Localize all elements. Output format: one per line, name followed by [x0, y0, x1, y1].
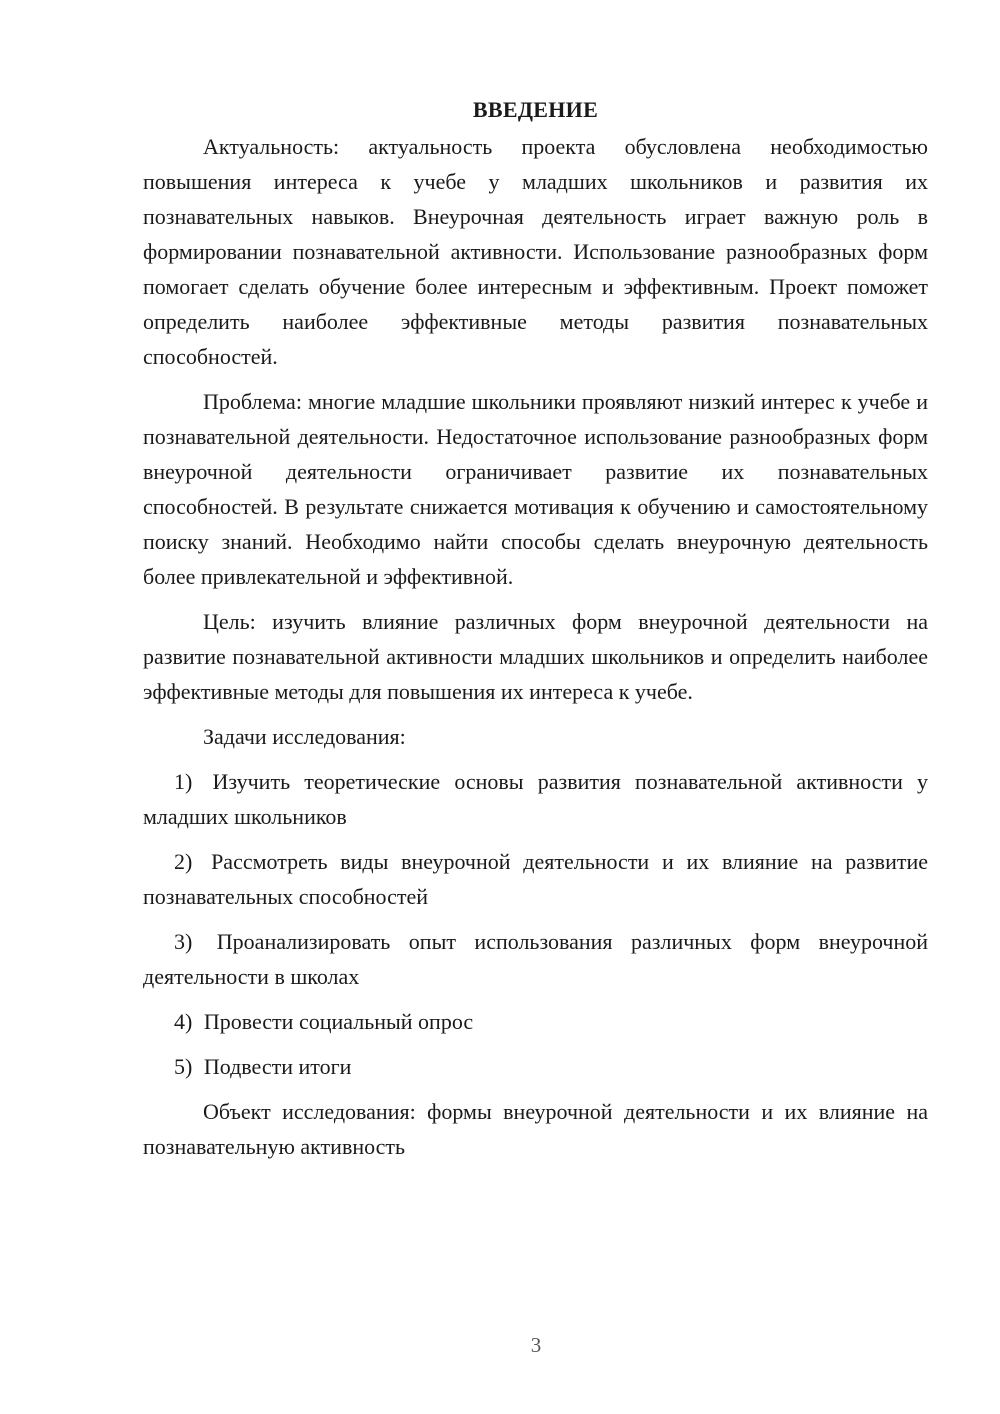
task-text: Провести социальный опрос	[203, 1009, 474, 1034]
task-item-5	[143, 1049, 928, 1084]
task-item-4	[143, 1004, 928, 1039]
task-item-3	[143, 924, 928, 994]
task-number: 4)	[174, 1009, 193, 1034]
tasks-heading: Задачи исследования:	[203, 724, 406, 749]
task-number: 1)	[174, 769, 193, 794]
relevance-paragraph: Актуальность: актуальность проекта обусловлена необходимостью повышения интереса к учебе у младших школьников и развития их познавательных навыков. Внеурочная деятельность играет важную роль в формировании познавательной активности. Использование разнообразных форм помогает сделать обучение более интересным и эффективным. Проект поможет определить наиболее эффективные методы развития познавательных способностей.	[143, 134, 928, 369]
goal-paragraph: Цель: изучить влияние различных форм внеурочной деятельности на развитие познавательной активности младших школьников и определить наиболее эффективные методы для повышения их интереса к учебе.	[143, 609, 928, 704]
task-text: Подвести итоги	[203, 1054, 352, 1079]
task-number: 2)	[174, 849, 193, 874]
task-item-1	[143, 764, 928, 834]
task-text: Рассмотреть виды внеурочной деятельности и их влияние на развитие познавательных способностей	[143, 849, 928, 909]
section-title: ВВЕДЕНИЕ	[472, 97, 599, 122]
task-item-2	[143, 844, 928, 914]
problem-paragraph: Проблема: многие младшие школьники проявляют низкий интерес к учебе и познавательной деятельности. Недостаточное использование разнообразных форм внеурочной деятельности ограничивает развитие их познавательных способностей. В результате снижается мотивация к обучению и самостоятельному поиску знаний. Необходимо найти способы сделать внеурочную деятельность более привлекательной и эффективной.	[143, 389, 928, 589]
task-number: 3)	[174, 929, 193, 954]
document-page	[143, 92, 928, 1164]
object-paragraph: Объект исследования: формы внеурочной деятельности и их влияние на познавательную активность	[143, 1099, 928, 1159]
page-number: 3	[530, 1333, 542, 1357]
task-number: 5)	[174, 1054, 193, 1079]
task-text: Изучить теоретические основы развития познавательной активности у младших школьников	[143, 769, 929, 829]
task-text: Проанализировать опыт использования различных форм внеурочной деятельности в школах	[143, 929, 929, 989]
